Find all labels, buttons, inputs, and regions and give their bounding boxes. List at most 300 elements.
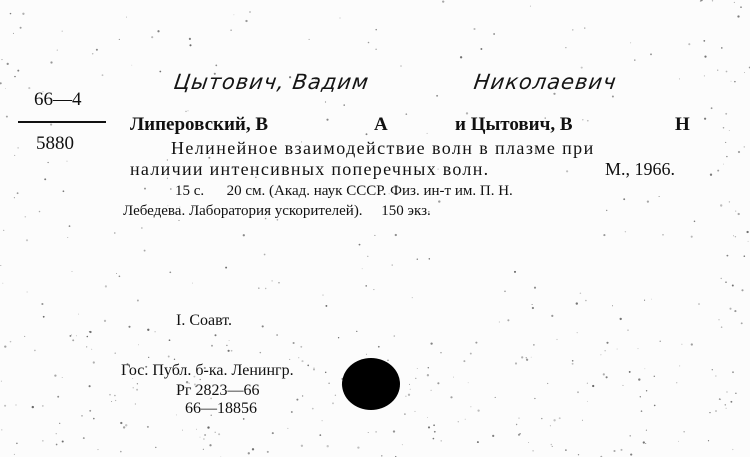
- speck: [720, 204, 722, 206]
- speck: [114, 232, 115, 233]
- speck: [605, 350, 606, 351]
- speck: [62, 31, 63, 32]
- speck: [34, 350, 36, 352]
- speck: [526, 357, 527, 358]
- speck: [679, 365, 680, 366]
- speck: [725, 113, 727, 115]
- speck: [738, 151, 740, 153]
- speck: [312, 408, 314, 410]
- speck: [169, 271, 171, 273]
- speck: [215, 334, 217, 336]
- speck: [27, 292, 28, 293]
- speck: [272, 432, 274, 434]
- speck: [291, 411, 293, 413]
- speck: [711, 107, 713, 109]
- speck: [176, 414, 177, 415]
- speck: [92, 53, 93, 54]
- speck: [427, 133, 428, 134]
- speck: [86, 346, 87, 347]
- speck: [200, 437, 201, 438]
- speck: [415, 411, 416, 412]
- tracing: I. Соавт.: [176, 312, 233, 329]
- speck: [606, 210, 607, 211]
- speck: [629, 371, 631, 373]
- speck: [137, 300, 139, 302]
- speck: [612, 95, 614, 97]
- speck: [688, 43, 690, 45]
- speck: [534, 287, 536, 289]
- speck: [154, 331, 155, 332]
- speck: [433, 438, 435, 440]
- speck: [659, 196, 660, 197]
- speck: [744, 146, 746, 148]
- speck: [582, 119, 583, 120]
- speck: [187, 110, 188, 111]
- speck: [136, 389, 138, 391]
- speck: [309, 39, 310, 40]
- speck: [415, 378, 416, 379]
- speck: [325, 101, 326, 102]
- speck: [14, 155, 15, 156]
- speck: [679, 78, 680, 79]
- speck: [725, 142, 726, 143]
- speck: [182, 430, 183, 431]
- speck: [547, 383, 548, 384]
- speck: [62, 377, 63, 378]
- speck: [39, 211, 41, 213]
- speck: [630, 454, 632, 456]
- speck: [581, 67, 583, 69]
- speck: [727, 392, 728, 393]
- speck: [278, 282, 279, 283]
- speck: [357, 446, 359, 448]
- speck: [120, 451, 122, 453]
- speck: [374, 235, 375, 236]
- speck: [698, 303, 700, 305]
- speck: [606, 342, 608, 344]
- speck: [178, 220, 179, 221]
- speck: [738, 213, 740, 215]
- speck: [326, 119, 328, 121]
- speck: [436, 95, 438, 97]
- speck: [643, 441, 645, 443]
- speck: [289, 359, 290, 360]
- speck: [678, 441, 679, 442]
- speck: [42, 440, 43, 441]
- speck: [225, 267, 227, 269]
- speck: [307, 365, 309, 367]
- speck: [495, 397, 496, 398]
- speck: [262, 325, 264, 327]
- speck: [264, 254, 266, 256]
- speck: [434, 431, 436, 433]
- speck: [28, 87, 30, 89]
- speck: [0, 82, 2, 84]
- speck: [737, 15, 739, 17]
- speck: [600, 354, 601, 355]
- speck: [565, 449, 567, 451]
- speck: [721, 278, 722, 279]
- speck: [322, 295, 323, 296]
- speck: [109, 394, 111, 396]
- speck: [725, 281, 727, 283]
- speck: [729, 308, 731, 310]
- speck: [325, 372, 326, 373]
- speck: [228, 350, 230, 352]
- speck: [41, 303, 43, 305]
- speck: [647, 200, 649, 202]
- speck: [518, 434, 520, 436]
- speck: [514, 271, 516, 273]
- speck: [243, 234, 245, 236]
- speck: [532, 304, 533, 305]
- speck: [470, 406, 471, 407]
- heading-initial-n: Н: [675, 114, 690, 135]
- speck: [276, 334, 278, 336]
- speck: [319, 434, 321, 436]
- speck: [748, 241, 749, 242]
- speck: [126, 17, 127, 18]
- speck: [534, 398, 535, 399]
- speck: [14, 197, 15, 198]
- speck: [470, 353, 472, 355]
- speck: [565, 47, 566, 48]
- speck: [148, 357, 149, 358]
- speck: [203, 438, 205, 440]
- speck: [726, 255, 728, 257]
- speck: [572, 29, 573, 30]
- speck: [366, 354, 367, 355]
- speck: [327, 445, 329, 447]
- speck: [492, 435, 494, 437]
- speck: [20, 27, 22, 29]
- collation-line-2: Лебедева. Лаборатория ускорителей). 150 экз.: [123, 203, 431, 219]
- speck: [402, 444, 403, 445]
- speck: [378, 346, 380, 348]
- speck: [732, 449, 733, 450]
- speck: [704, 75, 705, 76]
- speck: [440, 352, 441, 353]
- speck: [43, 316, 45, 318]
- speck: [16, 405, 17, 406]
- speck: [746, 231, 748, 233]
- speck: [301, 445, 303, 447]
- speck: [640, 396, 641, 397]
- speck: [13, 33, 14, 34]
- speck: [144, 250, 146, 252]
- speck: [5, 88, 6, 89]
- speck: [56, 433, 57, 434]
- speck: [453, 377, 454, 378]
- speck: [17, 147, 18, 148]
- speck: [622, 385, 623, 386]
- speck: [734, 2, 735, 3]
- speck: [721, 47, 723, 49]
- speck: [404, 413, 406, 415]
- speck: [733, 235, 734, 236]
- speck: [587, 120, 589, 122]
- speck: [387, 360, 388, 361]
- speck: [392, 264, 393, 265]
- speck: [433, 424, 435, 426]
- speck: [468, 382, 469, 383]
- speck: [260, 352, 261, 353]
- speck: [209, 444, 211, 446]
- speck: [553, 419, 555, 421]
- speck: [437, 382, 439, 384]
- speck: [704, 56, 706, 58]
- speck: [726, 71, 728, 73]
- speck: [1, 381, 2, 382]
- speck: [620, 449, 622, 451]
- speck: [102, 74, 104, 76]
- speck: [732, 285, 734, 287]
- speck: [26, 239, 28, 241]
- speck: [375, 431, 377, 433]
- speck: [741, 322, 743, 324]
- speck: [617, 349, 618, 350]
- speck: [646, 390, 647, 391]
- speck: [69, 335, 71, 337]
- speck: [44, 178, 46, 180]
- speck: [155, 447, 156, 448]
- speck: [66, 161, 67, 162]
- speck: [572, 360, 574, 362]
- speck: [115, 353, 116, 354]
- speck: [532, 450, 534, 452]
- speck: [57, 50, 58, 51]
- speck: [381, 455, 382, 456]
- speck: [24, 336, 25, 337]
- speck: [721, 326, 723, 328]
- speck: [475, 342, 477, 344]
- speck: [14, 454, 15, 455]
- library-line-3: 66—18856: [185, 400, 257, 417]
- speck: [325, 305, 327, 307]
- speck: [577, 332, 578, 333]
- speck: [654, 405, 656, 407]
- speck: [629, 435, 630, 436]
- speck: [577, 391, 579, 393]
- speck: [249, 11, 251, 13]
- speck: [612, 305, 613, 306]
- speck: [521, 356, 523, 358]
- speck: [531, 357, 532, 358]
- speck: [559, 417, 561, 419]
- speck: [694, 221, 696, 223]
- speck: [572, 363, 574, 365]
- speck: [735, 393, 736, 394]
- speck: [718, 319, 719, 320]
- speck: [89, 385, 91, 387]
- speck: [119, 39, 120, 40]
- speck: [343, 104, 344, 105]
- speck: [450, 396, 452, 398]
- speck: [556, 339, 557, 340]
- library-line-2: Рг 2823—66: [176, 382, 260, 399]
- speck: [410, 389, 411, 390]
- speck: [691, 343, 693, 345]
- speck: [218, 433, 220, 435]
- speck: [428, 426, 430, 428]
- speck: [654, 376, 655, 377]
- speck: [731, 81, 732, 82]
- speck: [245, 20, 247, 22]
- speck: [499, 322, 500, 323]
- speck: [732, 371, 734, 373]
- speck: [302, 395, 303, 396]
- speck: [735, 236, 736, 237]
- speck: [712, 369, 713, 370]
- speck: [438, 200, 440, 202]
- speck: [691, 236, 693, 238]
- speck: [298, 357, 299, 358]
- speck: [2, 283, 3, 284]
- speck: [81, 415, 82, 416]
- speck: [123, 426, 125, 428]
- speck: [740, 6, 742, 8]
- speck: [313, 369, 314, 370]
- speck: [441, 440, 442, 441]
- speck: [301, 360, 303, 362]
- call-number-divider: [18, 121, 106, 123]
- handwritten-patronymic: Николаевич: [472, 70, 619, 94]
- heading-author2: и Цытович, В: [455, 114, 573, 135]
- speck: [332, 402, 334, 404]
- speck: [644, 368, 645, 369]
- speck: [93, 361, 95, 363]
- speck: [603, 234, 605, 236]
- speck: [393, 430, 395, 432]
- speck: [473, 28, 475, 30]
- speck: [551, 444, 553, 446]
- speck: [734, 310, 736, 312]
- speck: [408, 394, 410, 396]
- speck: [703, 40, 705, 42]
- speck: [89, 410, 91, 412]
- call-number-top: 66—4: [34, 89, 82, 110]
- speck: [368, 42, 370, 44]
- speck: [717, 170, 719, 172]
- speck: [430, 342, 432, 344]
- speck: [576, 302, 578, 304]
- speck: [296, 399, 298, 401]
- speck: [98, 449, 99, 450]
- speck: [159, 71, 161, 73]
- speck: [76, 335, 77, 336]
- speck: [10, 13, 11, 14]
- speck: [335, 395, 336, 396]
- speck: [116, 273, 117, 274]
- speck: [128, 326, 130, 328]
- speck: [169, 339, 171, 341]
- speck: [709, 412, 710, 413]
- speck: [638, 378, 640, 380]
- speck: [641, 410, 643, 412]
- speck: [580, 292, 582, 294]
- speck: [430, 390, 431, 391]
- speck: [151, 36, 153, 38]
- speck: [477, 409, 479, 411]
- ink-blot: [342, 358, 400, 410]
- speck: [623, 198, 625, 200]
- speck: [83, 437, 85, 439]
- speck: [50, 61, 52, 63]
- speck: [131, 65, 132, 66]
- speck: [42, 405, 44, 407]
- title-line-1: Нелинейное взаимодействие волн в плазме при: [171, 138, 595, 158]
- speck: [587, 401, 588, 402]
- speck: [4, 405, 6, 407]
- speck: [72, 271, 73, 272]
- speck: [215, 432, 216, 433]
- speck: [726, 156, 727, 157]
- place-year: М., 1966.: [605, 159, 676, 179]
- speck: [638, 348, 639, 349]
- speck: [1, 59, 2, 60]
- speck: [356, 331, 357, 332]
- speck: [708, 440, 709, 441]
- collation-line-1: 15 с. 20 см. (Акад. наук СССР. Физ. ин-т им. П. Н.: [175, 183, 513, 199]
- speck: [6, 116, 8, 118]
- speck: [526, 359, 528, 361]
- speck: [50, 124, 52, 126]
- speck: [229, 340, 230, 341]
- speck: [300, 346, 302, 348]
- speck: [729, 130, 730, 131]
- speck: [144, 188, 146, 190]
- speck: [519, 418, 520, 419]
- speck: [22, 13, 24, 15]
- speck: [584, 28, 585, 29]
- speck: [566, 170, 568, 172]
- speck: [233, 14, 234, 15]
- speck: [125, 424, 127, 426]
- speck: [1, 429, 2, 430]
- speck: [231, 350, 233, 352]
- speck: [551, 315, 553, 317]
- heading-initial-a: А: [374, 114, 388, 135]
- speck: [367, 256, 368, 257]
- speck: [67, 237, 68, 238]
- speck: [338, 337, 339, 338]
- speck: [719, 398, 721, 400]
- speck: [185, 111, 186, 112]
- speck: [267, 451, 269, 453]
- speck: [625, 231, 626, 232]
- speck: [104, 320, 106, 322]
- speck: [530, 6, 531, 7]
- speck: [7, 63, 9, 65]
- speck: [196, 429, 197, 430]
- speck: [114, 395, 116, 397]
- speck: [105, 285, 107, 287]
- speck: [630, 42, 631, 43]
- speck: [271, 280, 272, 281]
- speck: [723, 127, 725, 129]
- speck: [87, 336, 89, 338]
- speck: [17, 70, 19, 72]
- speck: [265, 288, 266, 289]
- speck: [54, 374, 56, 376]
- speck: [676, 382, 677, 383]
- speck: [541, 418, 542, 419]
- speck: [226, 345, 227, 346]
- speck: [362, 268, 363, 269]
- speck: [533, 344, 534, 345]
- speck: [133, 387, 134, 388]
- speck: [57, 396, 59, 398]
